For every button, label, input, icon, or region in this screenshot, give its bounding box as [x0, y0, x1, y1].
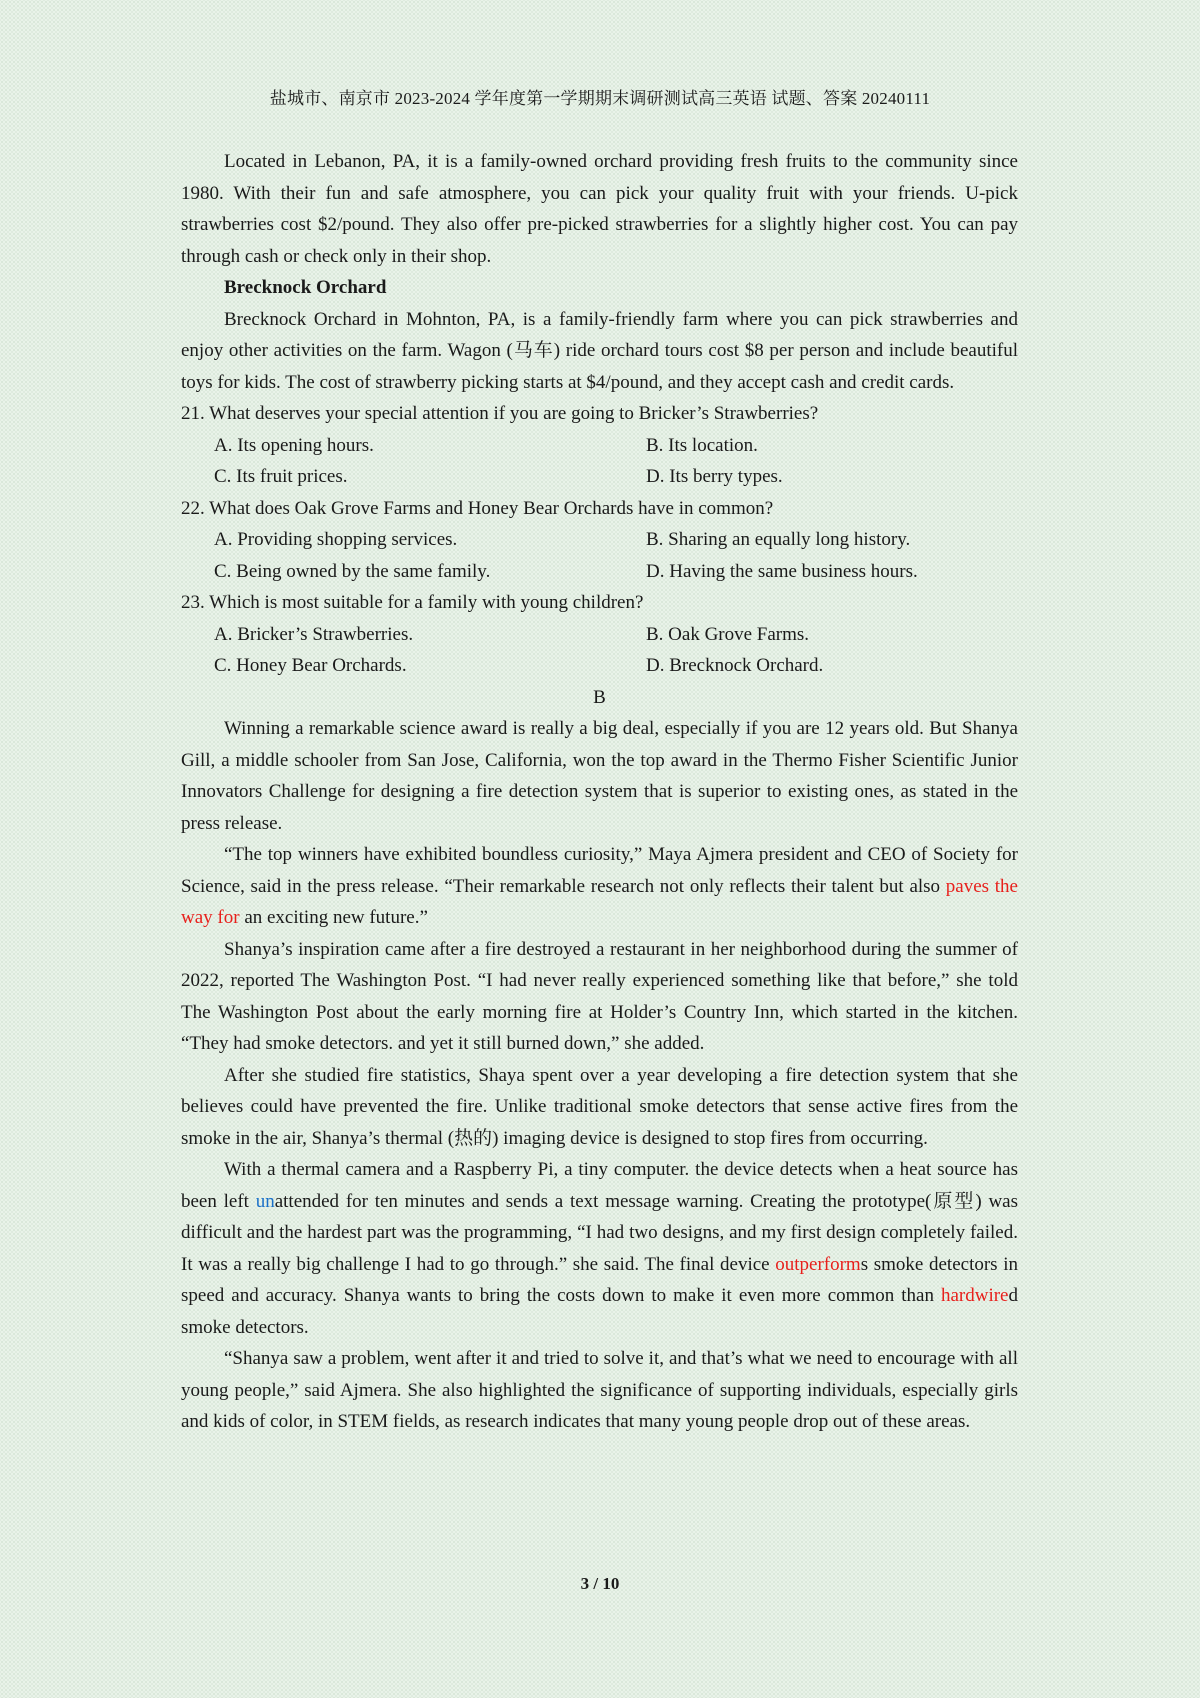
question-22: 22. What does Oak Grove Farms and Honey Bear Orchards have in common? — [181, 497, 774, 519]
paragraph-b5 — [181, 1154, 1018, 1343]
paragraph-b6: “Shanya saw a problem, went after it and tried to solve it, and that’s what we need to encourage with all young people,” said Ajmera. She also highlighted the significance of supporting individuals, especially girls and kids of color, in STEM fields, as research indicates that many young people drop out of these areas. — [181, 1348, 1018, 1432]
option-22-c: C. Being owned by the same family. — [214, 560, 491, 582]
page-header: 盐城市、南京市 2023-2024 学年度第一学期期末调研测试高三英语 试题、答案 20240111 — [269, 89, 931, 108]
option-22-a: A. Providing shopping services. — [214, 529, 458, 550]
paragraph-b2-text-start: “The top winners have exhibited boundless curiosity,” Maya Ajmera president and CEO of Society for Science, said in the press release. “Their remarkable research not only reflects their talent but also — [181, 844, 1018, 897]
paragraph-b5-text-1: With a thermal camera and a Raspberry Pi, a tiny computer. the device detects when a heat source has been left — [181, 1159, 1018, 1212]
page-number: 3 / 10 — [580, 1574, 620, 1593]
highlight-paves-the-way-for: paves the way for — [181, 875, 1018, 928]
question-21: 21. What deserves your special attention if you are going to Bricker’s Strawberries? — [181, 403, 819, 424]
option-23-c: C. Honey Bear Orchards. — [214, 655, 407, 676]
option-23-b: B. Oak Grove Farms. — [646, 623, 810, 645]
paragraph-orchard-lebanon: Located in Lebanon, PA, it is a family-owned orchard providing fresh fruits to the community since 1980. With their fun and safe atmosphere, you can pick your quality fruit with your friends. U-pick strawberries cost $2/pound. They also offer pre-picked strawberries for a slightly higher cost. You can pay through cash or check only in their shop. — [181, 151, 1018, 267]
highlight-un: un — [255, 1190, 275, 1212]
question-23-options — [181, 619, 1018, 682]
paragraph-b2 — [181, 839, 1018, 934]
document-body — [181, 146, 1018, 1438]
section-label-b: B — [593, 686, 606, 708]
option-23-d: D. Brecknock Orchard. — [646, 655, 824, 676]
option-21-b: B. Its location. — [646, 434, 758, 456]
option-22-b: B. Sharing an equally long history. — [646, 529, 911, 550]
question-23: 23. Which is most suitable for a family with young children? — [181, 592, 644, 613]
option-21-c: C. Its fruit prices. — [214, 466, 348, 487]
paragraph-b4: After she studied fire statistics, Shaya spent over a year developing a fire detection system that she believes could have prevented the fire. Unlike traditional smoke detectors that sense active fires from the smoke in the air, Shanya’s thermal (热的) imaging device is designed to stop fires from occurring. — [181, 1064, 1018, 1149]
highlight-outperform: outperform — [775, 1253, 861, 1275]
paragraph-b5-text-3: s smoke detectors in speed and accuracy. Shanya wants to bring the costs down to make it even more common than — [181, 1253, 1018, 1306]
question-22-options — [181, 524, 1018, 587]
paragraph-b5-text-2: attended for ten minutes and sends a text message warning. Creating the prototype(原型) was difficult and the hardest part was the programming, “I had two designs, and my first design completely failed. It was a really big challenge I had to go through.” she said. The final device — [181, 1190, 1019, 1275]
paragraph-b3: Shanya’s inspiration came after a fire destroyed a restaurant in her neighborhood during the summer of 2022, reported The Washington Post. “I had never really experienced something like that before,” she told The Washington Post about the early morning fire at Holder’s Country Inn, which started in the kitchen. “They had smoke detectors. and yet it still burned down,” she added. — [181, 938, 1018, 1054]
paragraph-brecknock-orchard: Brecknock Orchard in Mohnton, PA, is a family-friendly farm where you can pick strawberries and enjoy other activities on the farm. Wagon (马车) ride orchard tours cost $8 per person and include beautiful toys for kids. The cost of strawberry picking starts at $4/pound, and they accept cash and credit cards. — [181, 308, 1018, 393]
option-23-a: A. Bricker’s Strawberries. — [214, 623, 414, 645]
option-21-d: D. Its berry types. — [646, 466, 783, 487]
paragraph-b1: Winning a remarkable science award is really a big deal, especially if you are 12 years old. But Shanya Gill, a middle schooler from San Jose, California, won the top award in the Thermo Fisher Scientific Junior Innovators Challenge for designing a fire detection system that is superior to existing ones, as stated in the press release. — [181, 718, 1018, 834]
question-21-options — [181, 430, 1018, 493]
highlight-hardwire: hardwire — [940, 1285, 1009, 1306]
option-21-a: A. Its opening hours. — [214, 434, 374, 456]
paragraph-b5-text-4: d smoke detectors. — [181, 1285, 1018, 1338]
paragraph-b2-text-end: an exciting new future.” — [239, 907, 428, 928]
heading-brecknock-orchard: Brecknock Orchard — [224, 277, 387, 298]
option-22-d: D. Having the same business hours. — [646, 560, 918, 582]
